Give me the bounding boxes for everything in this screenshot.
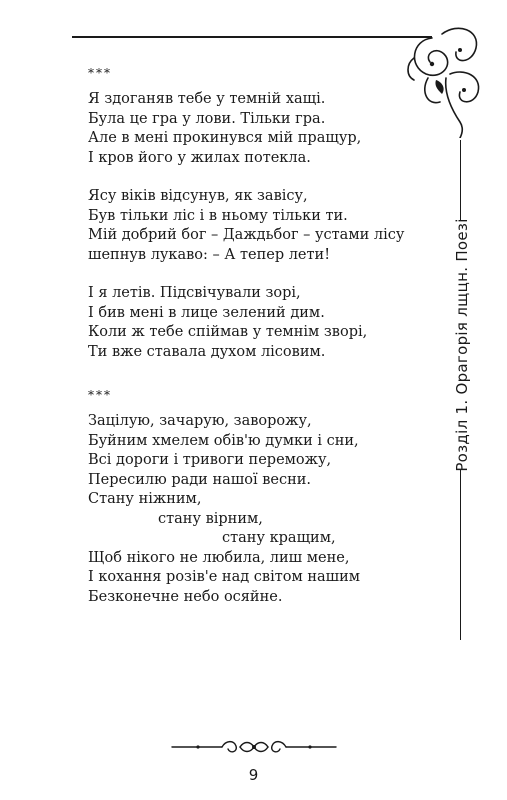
verse-line: шепнув лукаво: – А тепер лети! [88,246,331,263]
stanza [88,187,438,265]
verse-line: І кохання розів'е над світом нашим [88,569,361,585]
verse-line: Коли ж тебе спіймав у темнім зворі, [88,324,368,340]
side-rule-lower [460,470,461,640]
verse-line: стану вірним, [158,510,263,527]
poem-asterisk-marker: *** [88,388,112,402]
running-section-title: Розділ 1. Орагорія лщцн. Поезі [453,218,471,472]
footer-ornament-icon [170,738,338,756]
verse-line: І я летів. Підсвічували зорі, [88,285,301,301]
verse-line: Ти вже ставала духом лісовим. [88,343,326,360]
verse-line: Буйним хмелем обів'ю думки і сни, [88,432,359,449]
verse-line: Зацілую, зачарую, заворожу, [88,413,312,429]
verse-line: Щоб нікого не любила, лиш мене, [88,549,350,566]
verse-line: Був тільки ліс і в ньому тільки ти. [88,207,348,224]
poem-asterisk-marker: *** [88,66,112,80]
verse-line: Ясу віків відсунув, як завісу, [88,188,308,204]
header-rule [72,36,432,38]
verse-line: Я здоганяв тебе у темній хащі. [88,91,326,107]
stanza [88,90,438,168]
verse-line: Всі дороги і тривоги переможу, [88,452,332,468]
verse-line: Стану ніжним, [88,491,202,507]
verse-line: Мій добрий бог – Даждьбог – устами лісу [88,227,405,243]
stanza [88,284,438,362]
verse-line: І кров його у жилах потекла. [88,149,311,166]
verse-line: Була це гра у лови. Тільки гра. [88,110,326,127]
stanza [88,412,438,607]
page-number: 9 [248,766,259,784]
verse-line: Але в мені прокинувся мій пращур, [88,130,362,146]
poems-column [88,66,438,626]
poem [88,66,438,362]
side-rule-upper [460,140,461,220]
poem [88,388,438,607]
verse-line: Безконечне небо осяйне. [88,588,283,605]
verse-line: стану кращим, [222,530,336,546]
verse-line: І бив мені в лице зелений дим. [88,304,325,321]
verse-line: Пересилю ради нашої весни. [88,471,312,488]
